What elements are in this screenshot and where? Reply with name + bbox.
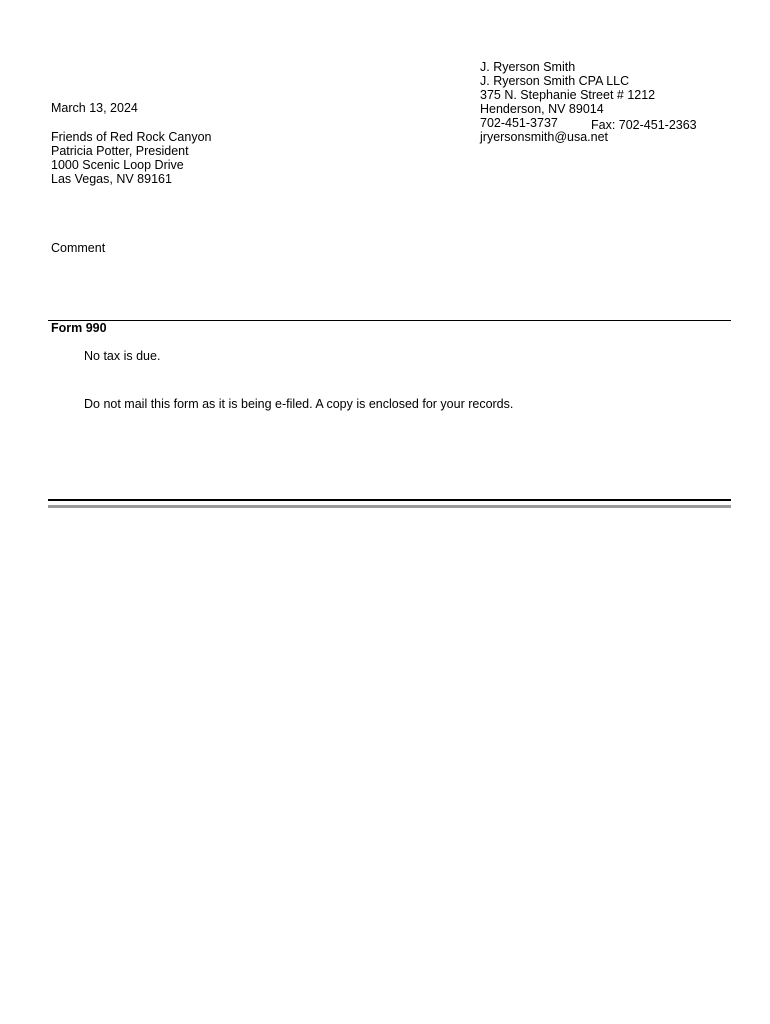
sender-fax: Fax: 702-451-2363 [591,118,697,132]
section-divider [48,320,731,321]
recipient-street: 1000 Scenic Loop Drive [51,158,184,172]
sender-street: 375 N. Stephanie Street # 1212 [480,88,656,102]
recipient-city-state-zip: Las Vegas, NV 89161 [51,172,172,186]
footer-rule [48,499,731,501]
footer-rule [48,505,731,508]
recipient-address-block [51,130,212,186]
form-note: No tax is due. [84,349,161,363]
sender-contact-row [480,116,697,132]
form-note: Do not mail this form as it is being e-filed. A copy is enclosed for your records. [84,397,514,411]
sender-city-state-zip: Henderson, NV 89014 [480,102,604,116]
form-label: Form 990 [51,321,107,335]
recipient-organization: Friends of Red Rock Canyon [51,130,212,144]
recipient-contact: Patricia Potter, President [51,144,189,158]
sender-email: jryersonsmith@usa.net [480,130,609,144]
letter-date: March 13, 2024 [51,101,138,115]
sender-address-block [480,60,697,144]
sender-phone: 702-451-3737 [480,116,558,130]
sender-name: J. Ryerson Smith [480,60,576,74]
sender-firm: J. Ryerson Smith CPA LLC [480,74,630,88]
comment-heading: Comment [51,241,106,255]
